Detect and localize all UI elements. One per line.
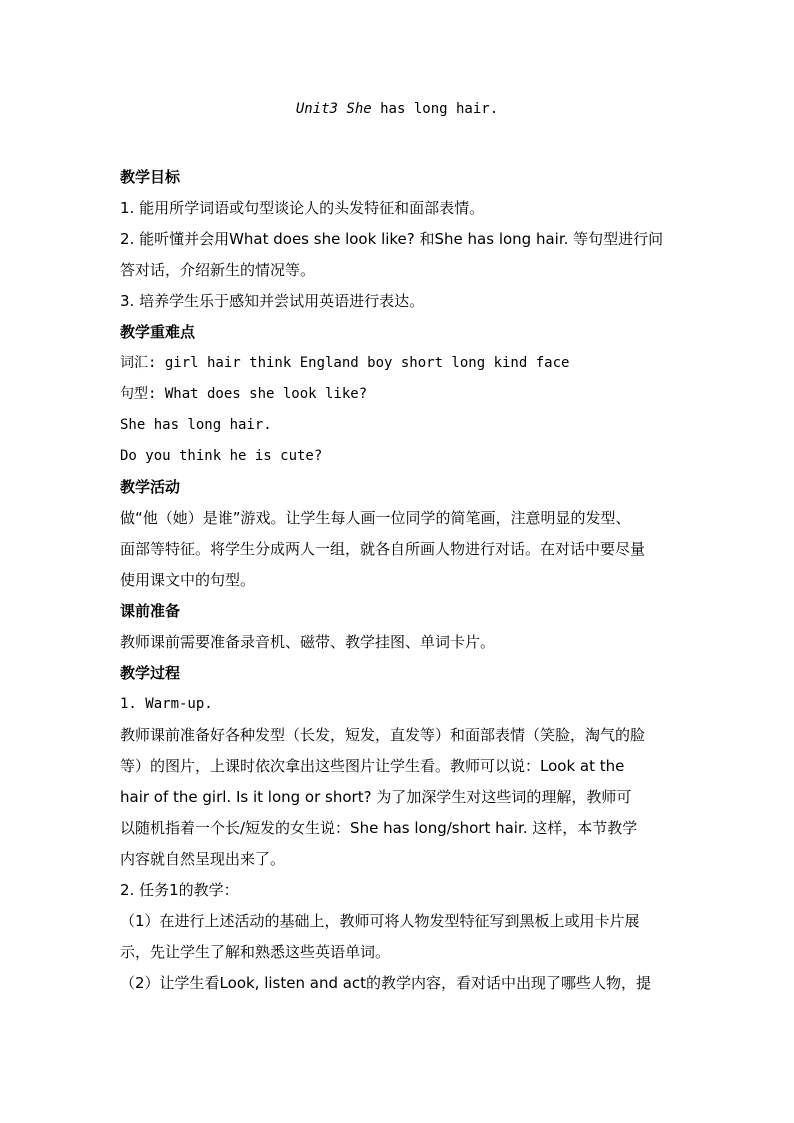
process-line-4: hair of the girl. Is it long or short? 为了加深学生对这些词的理解，教师可 [120,788,632,806]
process-line-10: （2）让学生看Look, listen and act的教学内容，看对话中出现了哪些人物，提 [120,974,652,992]
section-heading-process: 教学过程 [120,664,181,682]
section-heading-preparation: 课前准备 [120,602,181,620]
key-points-vocab: 词汇: girl hair think England boy short long kind face [120,355,570,371]
key-points-sentence-3: Do you think he is cute? [120,448,323,464]
section-heading-activities: 教学活动 [120,478,181,496]
process-line-8: （1）在进行上述活动的基础上，教师可将人物发型特征写到黑板上或用卡片展 [120,912,640,930]
process-line-7: 2. 任务1的教学： [120,881,239,899]
section-heading-key-points: 教学重难点 [120,323,196,341]
key-points-sentence-2: She has long hair. [120,417,272,433]
process-line-1: 1. Warm-up. [120,696,213,712]
process-line-9: 示，先让学生了解和熟悉这些英语单词。 [120,943,391,961]
section-heading-objectives: 教学目标 [120,168,181,186]
preparation-text: 教师课前需要准备录音机、磁带、教学挂图、单词卡片。 [120,633,496,651]
objective-line-1: 1. 能用所学词语或句型谈论人的头发特征和面部表情。 [120,199,485,217]
objective-line-4: 3. 培养学生乐于感知并尝试用英语进行表达。 [120,292,425,310]
key-points-pattern: 句型: What does she look like? [120,386,368,402]
activities-line-3: 使用课文中的句型。 [120,571,256,589]
activities-line-1: 做“他（她）是谁”游戏。让学生每人画一位同学的简笔画，注意明显的发型、 [120,509,631,527]
title-italic-part: Unit3 She [295,101,372,117]
title-plain-part: has long hair. [371,101,499,117]
document-body [120,162,680,999]
process-line-5: 以随机指着一个长/短发的女生说：She has long/short hair. 这样，本节教学 [120,819,638,837]
objective-line-2: 2. 能听懂并会用What does she look like? 和She has long hair. 等句型进行问 [120,230,664,248]
process-line-3: 等）的图片，上课时依次拿出这些图片让学生看。教师可以说：Look at the [120,757,625,775]
document-title [0,101,794,117]
activities-line-2: 面部等特征。将学生分成两人一组，就各自所画人物进行对话。在对话中要尽量 [120,540,646,558]
process-line-6: 内容就自然呈现出来了。 [120,850,286,868]
process-line-2: 教师课前准备好各种发型（长发，短发，直发等）和面部表情（笑脸，淘气的脸 [120,726,646,744]
objective-line-3: 答对话，介绍新生的情况等。 [120,261,316,279]
